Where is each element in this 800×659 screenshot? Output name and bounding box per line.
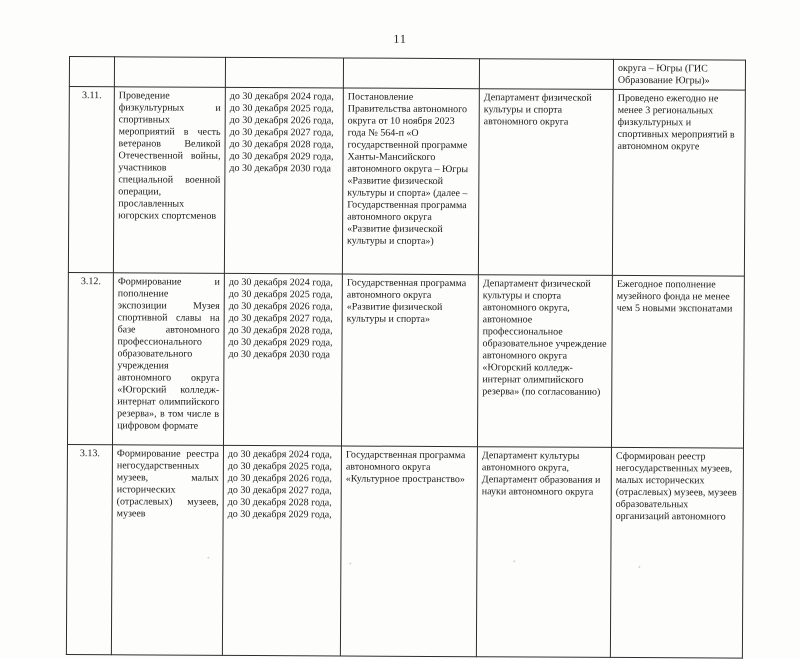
table-row bbox=[67, 273, 744, 449]
measures-table bbox=[66, 56, 746, 659]
cell-expected-result: Проведено ежегодно не менее 3 региональных физкультурных и спортивных мероприятий в автономном округе bbox=[612, 89, 745, 276]
cell-department: Департамент физической культуры и спорта автономного округа, автономное профессиональное образовательное учреждение автономного округа «Югорский колледж-интернат олимпийского резерва» (по согласованию) bbox=[477, 275, 612, 448]
scan-speckle bbox=[207, 557, 209, 559]
cell-activity: Проведение физкультурных и спортивных мероприятий в честь ветеранов Великой Отечественной войны, участников специальной военной операции, прославленных югорских спортсменов bbox=[113, 87, 225, 274]
page-number: 11 bbox=[393, 31, 407, 46]
cell-expected-result: Ежегодное пополнение музейного фонда не менее чем 5 новыми экспонатами bbox=[611, 275, 744, 448]
cell-activity bbox=[114, 57, 225, 88]
cell-dates: до 30 декабря 2024 года, до 30 декабря 2025 года, до 30 декабря 2026 года, до 30 декабря 2027 года, до 30 декабря 2028 года, до 30 декабря 2029 года, bbox=[222, 445, 341, 656]
cell-basis: Государственная программа автономного округа «Культурное пространство» bbox=[340, 446, 477, 657]
cell-department bbox=[479, 59, 613, 90]
table-row-continuation bbox=[69, 57, 745, 91]
cell-dates: до 30 декабря 2024 года, до 30 декабря 2025 года, до 30 декабря 2026 года, до 30 декабря 2027 года, до 30 декабря 2028 года, до 30 декабря 2029 года, до 30 декабря 2030 года bbox=[223, 273, 342, 446]
cell-number: 3.13. bbox=[66, 445, 112, 655]
cell-expected-result: Сформирован реестр негосударственных музеев, малых исторических (отраслевых) музеев, музеев образовательных организаций автономного bbox=[610, 447, 743, 658]
cell-dates: до 30 декабря 2024 года, до 30 декабря 2025 года, до 30 декабря 2026 года, до 30 декабря 2027 года, до 30 декабря 2028 года, до 30 декабря 2029 года, до 30 декабря 2030 года bbox=[224, 87, 343, 274]
scan-speckle bbox=[349, 563, 351, 565]
cell-number: 3.12. bbox=[67, 273, 113, 445]
scan-speckle bbox=[638, 566, 640, 568]
cell-basis bbox=[343, 58, 479, 89]
cell-dates bbox=[225, 57, 343, 88]
cell-number bbox=[69, 57, 114, 87]
cell-department: Департамент физической культуры и спорта автономного округа bbox=[478, 89, 613, 276]
cell-basis: Государственная программа автономного округа «Развитие физической культуры и спорта» bbox=[341, 274, 478, 447]
table-row bbox=[66, 445, 743, 659]
cell-activity: Формирование и пополнение экспозиции Музея спортивной славы на базе автономного профессионального образовательного учреждения автономного округа «Югорский колледж-интернат олимпийского резерва», в том числе в цифровом формате bbox=[112, 273, 224, 446]
cell-number: 3.11. bbox=[68, 87, 114, 273]
scan-speckle bbox=[513, 560, 515, 562]
cell-basis: Постановление Правительства автономного округа от 10 ноября 2023 года № 564-п «О государственной программе Ханты-Мансийского автономного округа – Югры «Развитие физической культуры и спорта» (далее – Государственная программа автономного округа «Развитие физической культуры и спорта») bbox=[342, 88, 479, 275]
table-row bbox=[68, 87, 745, 277]
cell-expected-result: округа – Югры (ГИС Образование Югры)» bbox=[613, 59, 745, 90]
cell-department: Департамент культуры автономного округа, Департамент образования и науки автономного округа bbox=[476, 447, 611, 658]
cell-activity: Формирование реестра негосударственных музеев, малых исторических (отраслевых) музеев, музеев bbox=[111, 445, 223, 656]
